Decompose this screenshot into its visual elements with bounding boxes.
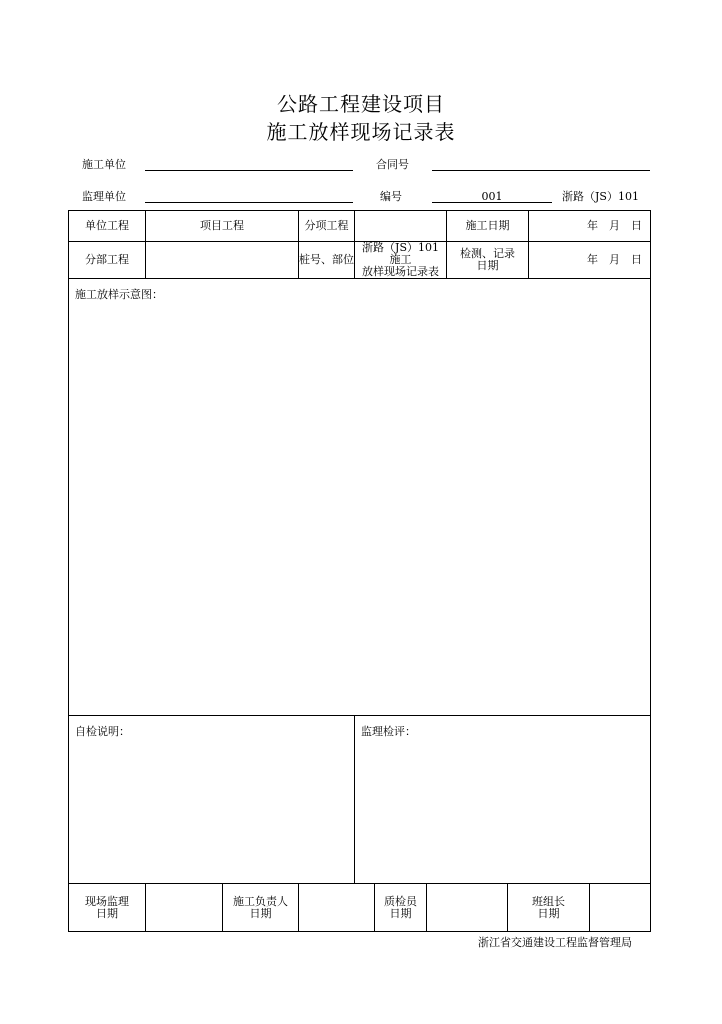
supervision-label: 监理检评： (361, 725, 416, 738)
division-value[interactable] (146, 242, 299, 279)
team-leader-signature[interactable] (590, 884, 651, 932)
station-label: 桩号、部位 (299, 242, 355, 279)
contractor-label: 施工单位 (82, 158, 126, 171)
sketch-label: 施工放样示意图： (75, 288, 163, 301)
supervision-area[interactable] (355, 716, 651, 884)
quality-inspector-label: 质检员 日期 (375, 884, 427, 932)
construction-date-value[interactable]: 年 月 日 (529, 211, 651, 242)
construction-lead-label: 施工负责人 日期 (223, 884, 299, 932)
inspection-date-value[interactable]: 年 月 日 (529, 242, 651, 279)
form-title-line1: 公路工程建设项目 (277, 92, 445, 116)
record-table (68, 210, 651, 932)
sketch-area[interactable] (69, 279, 651, 716)
station-value: 浙路（JS）101 施工 放样现场记录表 (355, 242, 447, 279)
division-label: 分部工程 (69, 242, 146, 279)
site-supervisor-label: 现场监理 日期 (69, 884, 146, 932)
unit-project-label: 单位工程 (69, 211, 146, 242)
quality-inspector-signature[interactable] (427, 884, 508, 932)
construction-lead-signature[interactable] (299, 884, 375, 932)
team-leader-label: 班组长 日期 (508, 884, 590, 932)
sub-item-value[interactable] (355, 211, 447, 242)
unit-project-value: 项目工程 (146, 211, 299, 242)
construction-date-label: 施工日期 (447, 211, 529, 242)
contract-no-field[interactable] (432, 170, 650, 171)
serial-label: 编号 (380, 190, 402, 203)
serial-value: 001 (481, 190, 503, 203)
self-check-label: 自检说明： (75, 725, 130, 738)
form-title-line2: 施工放样现场记录表 (266, 120, 456, 144)
self-check-area[interactable] (69, 716, 355, 884)
issuer-label: 浙江省交通建设工程监督管理局 (478, 936, 632, 949)
form-code: 浙路（JS）101 (562, 190, 639, 203)
supervisor-label: 监理单位 (82, 190, 126, 203)
supervisor-field[interactable] (145, 202, 353, 203)
contractor-field[interactable] (145, 170, 353, 171)
site-supervisor-signature[interactable] (146, 884, 223, 932)
sub-item-label: 分项工程 (299, 211, 355, 242)
contract-no-label: 合同号 (376, 158, 409, 171)
inspection-date-label: 检测、记录 日期 (447, 242, 529, 279)
